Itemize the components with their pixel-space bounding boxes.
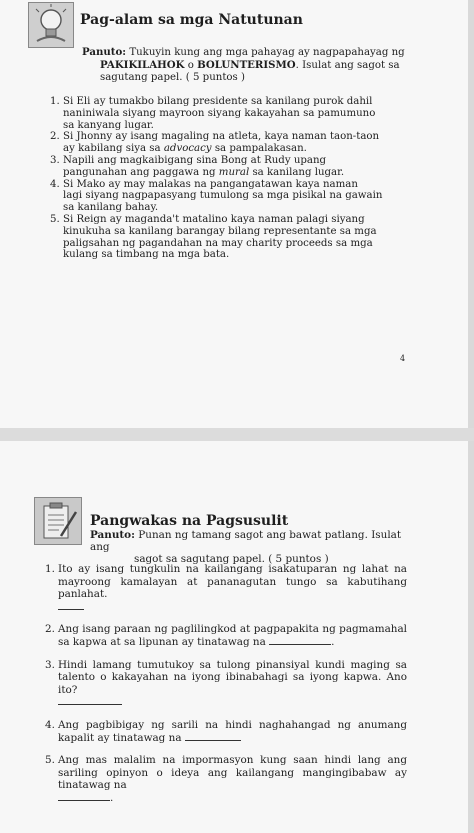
page-title: Pag-alam sa mga Natutunan	[80, 12, 303, 28]
list-item: 1. Si Eli ay tumakbo bilang presidente sa kanilang purok dahil naniniwala siyang mayroon siyang kakayahan sa pamumuno sa kanyang lugar.	[50, 96, 376, 131]
instructions: Panuto: Punan ng tamang sagot ang bawat patlang. Isulat ang sagot sa sagutang papel. ( 5 puntos )	[90, 529, 402, 565]
instructions-label: Panuto:	[90, 529, 135, 541]
list-item: 4. Si Mako ay may malakas na pangangatawan kaya naman lagi siyang nagpapasyang tumulong sa mga pisikal na gawain sa kanilang bahay.	[50, 178, 383, 214]
list-item: 5. Ang mas malalim na impormasyon kung saan hindi lang ang sariling opinyon o ideya ang kailangang mangingibabaw ay tinatawag na .	[45, 754, 407, 804]
instructions: Panuto: Tukuyin kung ang mga pahayag ay nagpapahayag ng PAKIKILAHOK o BOLUNTERISMO. Isulat ang sagot sa sagutang papel. ( 5 puntos )	[82, 46, 405, 83]
page-separator	[0, 428, 474, 441]
list-item: 2. Ang isang paraan ng paglilingkod at pagpapakita ng pagmamahal sa kapwa at sa lipunan ay tinatawag na .	[45, 623, 407, 648]
page-number: 4	[400, 354, 406, 363]
list-item: 2. Si Jhonny ay isang magaling na atleta, kaya naman taon-taon ay kabilang siya sa advocacy sa pampalakasan.	[50, 131, 380, 155]
list-item: 1. Ito ay isang tungkulin na kailangang isakatuparan ng lahat na mayroong kamalayan at pananagutan tungo sa kabutihang panlahat.	[45, 563, 407, 613]
question-list	[50, 96, 420, 261]
question-list	[45, 563, 407, 815]
list-item: 3. Napili ang magkaibigang sina Bong at Rudy upang pangunahan ang paggawa ng mural sa kanilang lugar.	[50, 154, 345, 178]
list-item: 4. Ang pagbibigay ng sarili na hindi naghahangad ng anumang kapalit ay tinatawag na	[45, 718, 407, 744]
clipboard-icon	[34, 497, 82, 545]
answer-blank[interactable]	[185, 739, 241, 741]
page-title: Pangwakas na Pagsusulit	[90, 513, 289, 529]
list-item: 5. Si Reign ay maganda't matalino kaya naman palagi siyang kinukuha sa kanilang barangay bilang representante sa mga paligsahan ng pagandahan na may charity proceeds sa mga kulang sa timbang na mga bata.	[50, 213, 377, 261]
answer-blank[interactable]	[58, 608, 84, 610]
lightbulb-icon	[28, 2, 74, 48]
answer-blank[interactable]	[58, 799, 110, 801]
answer-blank[interactable]	[269, 643, 331, 645]
page-2	[0, 441, 468, 833]
answer-blank[interactable]	[58, 703, 122, 705]
list-item: 3. Hindi lamang tumutukoy sa tulong pinansiyal kundi maging sa talento o kakayahan na iyong ibinabahagi sa iyong kapwa. Ano ito?	[45, 659, 407, 709]
instructions-label: Panuto:	[82, 46, 127, 58]
